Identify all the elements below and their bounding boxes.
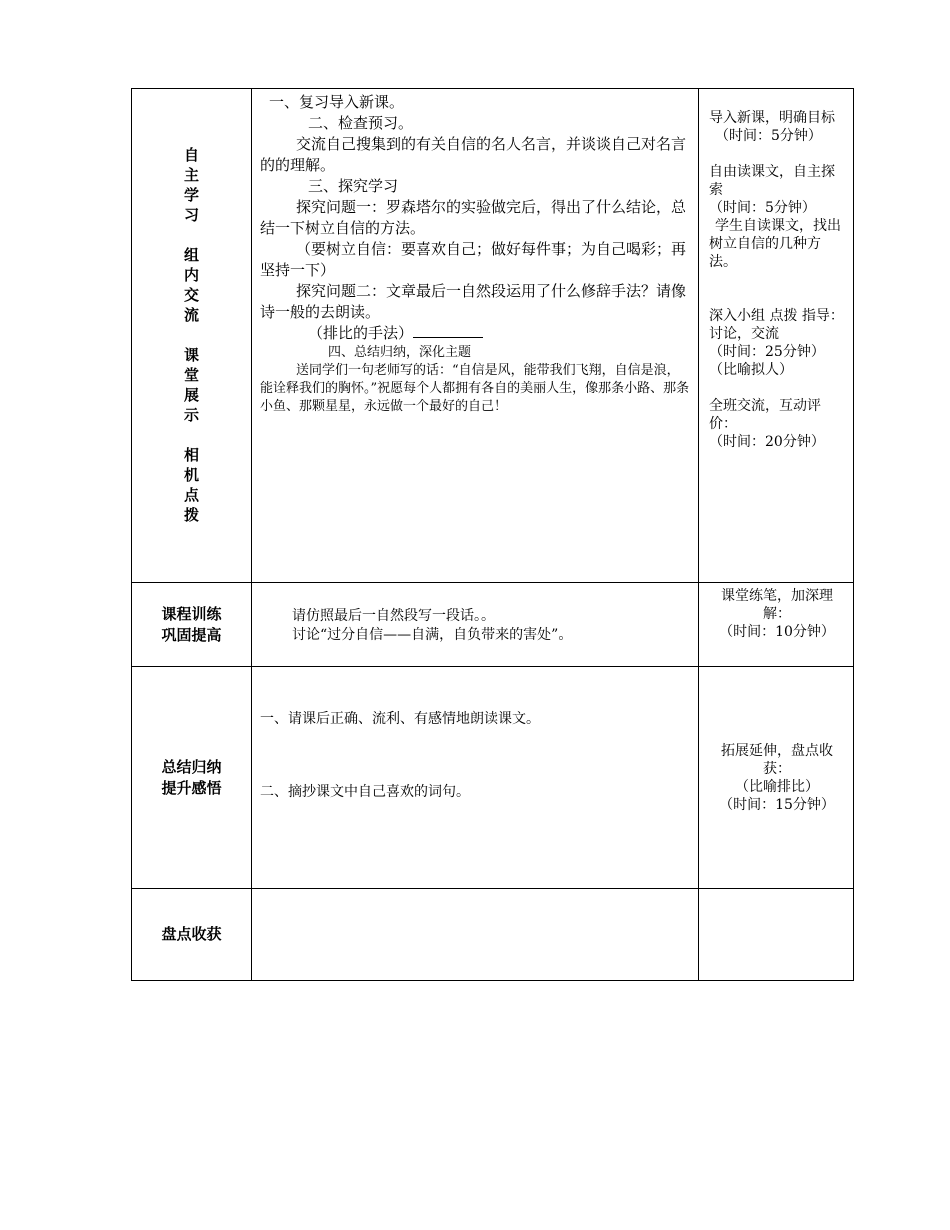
row1-vertical-label bbox=[183, 145, 201, 525]
row1-label-part: 自主学习 bbox=[183, 146, 199, 224]
content-line bbox=[272, 323, 690, 344]
note-line: （时间：10分钟） bbox=[719, 624, 835, 640]
row-practice bbox=[132, 583, 854, 667]
content-line: 探究问题一：罗森塔尔的实验做完后，得出了什么结论，总结一下树立自信的方法。 bbox=[260, 198, 687, 237]
row-self-study bbox=[132, 89, 854, 583]
content-line: 讨论“过分自信——自满，自负带来的害处”。 bbox=[292, 627, 573, 643]
note-line: 全班交流，互动评价： bbox=[709, 398, 821, 432]
row3-notes-cell bbox=[699, 667, 854, 889]
note-line: （时间：15分钟） bbox=[719, 796, 835, 813]
row1-label-part: 相机点拨 bbox=[183, 446, 199, 524]
row2-label-line1: 课程训练 bbox=[161, 604, 222, 623]
note-line: 深入小组 点拨 指导： bbox=[709, 308, 844, 324]
content-line: 送同学们一句老师写的话：“自信是风，能带我们飞翔，自信是浪，能诠释我们的胸怀。”祝愿每个人都拥有各自的美丽人生，像那条小路、那条小鱼、那颗星星，永远做一个最好的自己！ bbox=[260, 363, 690, 414]
content-line: 二、摘抄课文中自己喜欢的词句。 bbox=[260, 784, 470, 800]
row3-content-cell bbox=[252, 667, 699, 889]
lesson-plan-table bbox=[131, 88, 854, 981]
content-line: 探究问题二：文章最后一自然段运用了什么修辞手法？请像诗一般的去朗读。 bbox=[260, 282, 687, 321]
content-line: 四、总结归纳，深化主题 bbox=[328, 345, 472, 360]
row2-content-cell bbox=[252, 583, 699, 667]
row1-label-cell bbox=[132, 89, 252, 583]
content-line: 一、请课后正确、流利、有感情地朗读课文。 bbox=[260, 711, 540, 727]
content-line: 二、检查预习。 bbox=[308, 114, 414, 132]
row1-content-cell bbox=[252, 89, 699, 583]
row4-content-cell bbox=[252, 889, 699, 981]
row1-label-part: 组内交流 bbox=[183, 246, 199, 324]
row3-label-line1: 总结归纳 bbox=[161, 757, 222, 776]
content-line: 请仿照最后一自然段写一段话。。 bbox=[292, 608, 495, 624]
content-line: （要树立自信：要喜欢自己；做好每件事；为自己喝彩；再坚持一下） bbox=[260, 240, 687, 279]
blank-underline bbox=[413, 323, 483, 338]
content-line: 三、探究学习 bbox=[308, 177, 399, 195]
row1-notes-cell bbox=[699, 89, 854, 583]
content-line: 一、复习导入新课。 bbox=[269, 93, 405, 111]
note-line: 导入新课，明确目标 bbox=[709, 110, 835, 126]
row4-label: 盘点收获 bbox=[161, 925, 222, 943]
note-line: （比喻拟人） bbox=[709, 362, 793, 378]
content-line-text: （排比的手法） bbox=[308, 324, 414, 342]
note-line: （时间：5分钟） bbox=[715, 128, 822, 144]
row4-notes-cell bbox=[699, 889, 854, 981]
row-harvest bbox=[132, 889, 854, 981]
row3-label-line2: 提升感悟 bbox=[161, 778, 222, 797]
note-line: 学生自读课文，找出树立自信的几种方法。 bbox=[709, 218, 841, 270]
row3-label-cell bbox=[132, 667, 252, 889]
row1-label-part: 课堂展示 bbox=[183, 346, 199, 424]
note-line: 拓展延伸，盘点收获： bbox=[721, 742, 833, 777]
note-line: 课堂练笔，加深理解： bbox=[721, 588, 833, 622]
row2-label-cell bbox=[132, 583, 252, 667]
note-line: 自由读课文，自主探索 bbox=[709, 164, 835, 198]
note-line: （时间：20分钟） bbox=[709, 434, 825, 450]
row4-label-cell bbox=[132, 889, 252, 981]
row2-notes-cell bbox=[699, 583, 854, 667]
content-line: 交流自己搜集到的有关自信的名人名言，并谈谈自己对名言的的理解。 bbox=[260, 135, 687, 174]
note-line: （比喻排比） bbox=[735, 778, 819, 795]
row-summary bbox=[132, 667, 854, 889]
row2-label-line2: 巩固提高 bbox=[161, 625, 222, 644]
note-line: 讨论，交流 bbox=[709, 326, 779, 342]
note-line: （时间：5分钟） bbox=[709, 200, 816, 216]
note-line: （时间：25分钟） bbox=[709, 344, 825, 360]
